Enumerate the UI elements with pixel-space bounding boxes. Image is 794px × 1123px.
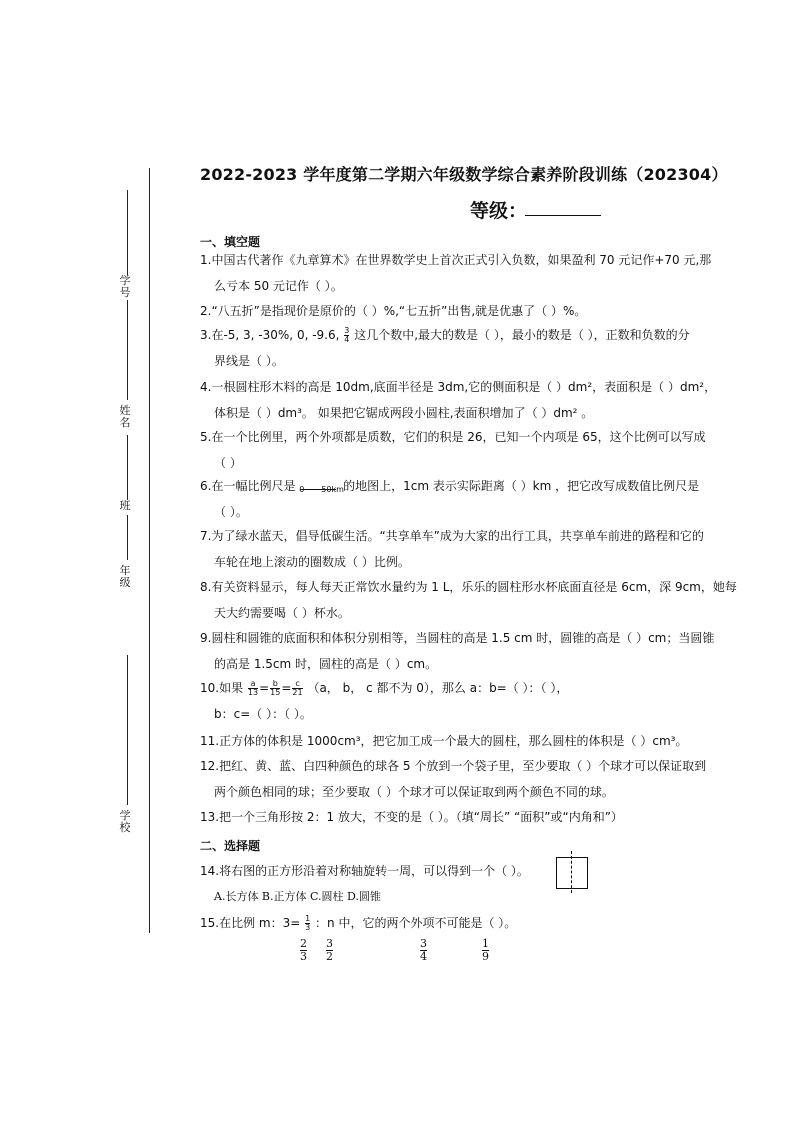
question-6: [200, 473, 740, 525]
q10-post: （a， b， c 都不为 0），那么 a：b=（ ）：（ ），: [307, 681, 569, 695]
q12-line2: 两个颜色相同的球；至少要取（ ）个球才可以保证取到两个颜色不同的球。: [214, 785, 614, 799]
q3-pre: 3.在-5, 3, -30%, 0, -9.6,: [200, 328, 340, 342]
q3-post: 这几个数中,最大的数是（ ），最小的数是（ ），正数和负数的分: [354, 328, 690, 342]
q5-line2: （ ）: [214, 456, 242, 470]
q7-line2: 车轮在地上滚动的圈数成（ ）比例。: [214, 555, 410, 569]
question-15: [200, 910, 740, 936]
q1-line1: 1.中国古代著作《九章算术》在世界数学史上首次正式引入负数，如果盈利 70 元记作+70 元,那: [200, 253, 712, 267]
question-10: [200, 675, 740, 727]
q15-fraction: $\frac{1}{3}$: [305, 914, 311, 932]
question-12: [200, 753, 740, 805]
q10-pre: 10.如果: [200, 681, 244, 695]
question-9: [200, 625, 740, 677]
grade-line: [127, 515, 128, 560]
name-line: [127, 300, 128, 400]
name-label: 姓名: [119, 404, 131, 429]
q10-fraction-c: $\frac{c}{21}$: [292, 679, 303, 697]
q7-line1: 7.为了绿水蓝天，倡导低碳生活。“共享单车”成为大家的出行工具，共享单车前进的路程和它的: [200, 529, 704, 543]
question-13: 13.把一个三角形按 2：1 放大，不变的是（ ）。（填“周长” “面积”或“内角和”）: [200, 810, 623, 824]
section-heading-fill-blank: 一、填空题: [200, 235, 261, 249]
q4-line2: 体积是（ ）dm³。 如果把它锯成两段小圆柱,表面积增加了（ ）dm² 。: [214, 406, 594, 420]
q15-pre: 15.在比例 m：3=: [200, 916, 301, 930]
q1-line2: 么亏本 50 元记作（ ）。: [214, 279, 343, 293]
q8-line1: 8.有关资料显示，每人每天正常饮水量约为 1 L，乐乐的圆柱形水杯底面直径是 6cm，深 9cm，她每: [200, 580, 737, 594]
class-line: [127, 435, 128, 500]
class-label: 班: [119, 499, 131, 512]
question-3: [200, 322, 740, 374]
question-7: [200, 523, 740, 575]
question-11: 11.正方体的体积是 1000cm³，把它加工成一个最大的圆柱，那么圆柱的体积是（ ）cm³。: [200, 734, 688, 748]
section-heading-choice: 二、选择题: [200, 839, 261, 853]
student-no-line: [127, 190, 128, 275]
question-1: [200, 247, 740, 299]
q6-pre: 6.在一幅比例尺是: [200, 479, 296, 493]
q5-line1: 5.在一个比例里，两个外项都是质数，它们的积是 26，已知一个内项是 65，这个比例可以写成: [200, 430, 706, 444]
q10-line1: 10.如果 $\frac{a}{13}$ = $\frac{b}{15}$ = $\frac{c}{21}$ （a， b， c 都不为 0），那么 a：b=（ ）：（ ），: [200, 679, 569, 697]
q3-line2: 界线是（ ）。: [214, 354, 284, 368]
school-label: 学 校: [119, 809, 131, 834]
q6-post: 的地图上，1cm 表示实际距离（ ）km ，把它改写成数值比例尺是: [343, 479, 700, 493]
student-no-label: 学号: [119, 274, 131, 299]
school-line: [127, 655, 128, 805]
q15-option-4: 1 9: [482, 937, 489, 963]
grade-blank[interactable]: [525, 215, 601, 216]
q10-line2: b：c=（ ）：（ ）。: [214, 707, 312, 721]
q3-line1: [200, 322, 740, 348]
q3-fraction: $\frac{3}{4}$: [344, 326, 350, 344]
question-14: 14.将右图的正方形沿着对称轴旋转一周，可以得到一个（ ）。: [200, 864, 529, 878]
q9-line2: 的高是 1.5cm 时，圆柱的高是（ ）cm。: [214, 657, 438, 671]
q4-line1: 4.一根圆柱形木料的高是 10dm,底面半径是 3dm,它的侧面积是（ ）dm²，表面积是（ ）dm²，: [200, 380, 717, 394]
page-title: 2022-2023 学年度第二学期六年级数学综合素养阶段训练（202304）: [200, 165, 728, 184]
q15-option-3: 3 4: [420, 937, 427, 963]
grade-label: 等级：: [470, 200, 528, 222]
q9-line1: 9.圆柱和圆锥的底面积和体积分别相等，当圆柱的高是 1.5 cm 时，圆锥的高是（ ）cm；当圆锥: [200, 631, 715, 645]
question-5: [200, 424, 740, 476]
scale-bar: 0 50km: [299, 484, 344, 494]
q6-line2: （ ）。: [214, 505, 248, 519]
question-2: 2.“八五折”是指现价是原价的（ ）%,“七五折”出售,就是优惠了（ ）%。: [200, 304, 587, 318]
question-8: [200, 574, 740, 626]
binding-line: [149, 168, 150, 933]
q6-line1: [200, 473, 740, 499]
q10-fraction-a: $\frac{a}{13}$: [247, 679, 259, 697]
q15-option-1: 2 3: [300, 937, 307, 963]
q8-line2: 天大约需要喝（ ）杯水。: [214, 606, 350, 620]
q15-post: ：n 中，它的两个外项不可能是（ ）。: [315, 916, 517, 930]
q10-fraction-b: $\frac{b}{15}$: [270, 679, 281, 697]
q12-line1: 12.把红、黄、蓝、白四种颜色的球各 5 个放到一个袋子里，至少要取（ ）个球才可以保证取到: [200, 759, 707, 773]
grade-label: 年级: [119, 564, 131, 589]
q14-options: A.长方体 B.正方体 C.圆柱 D.圆锥: [214, 890, 381, 903]
question-4: [200, 374, 740, 426]
q15-option-2: 3 2: [326, 937, 333, 963]
